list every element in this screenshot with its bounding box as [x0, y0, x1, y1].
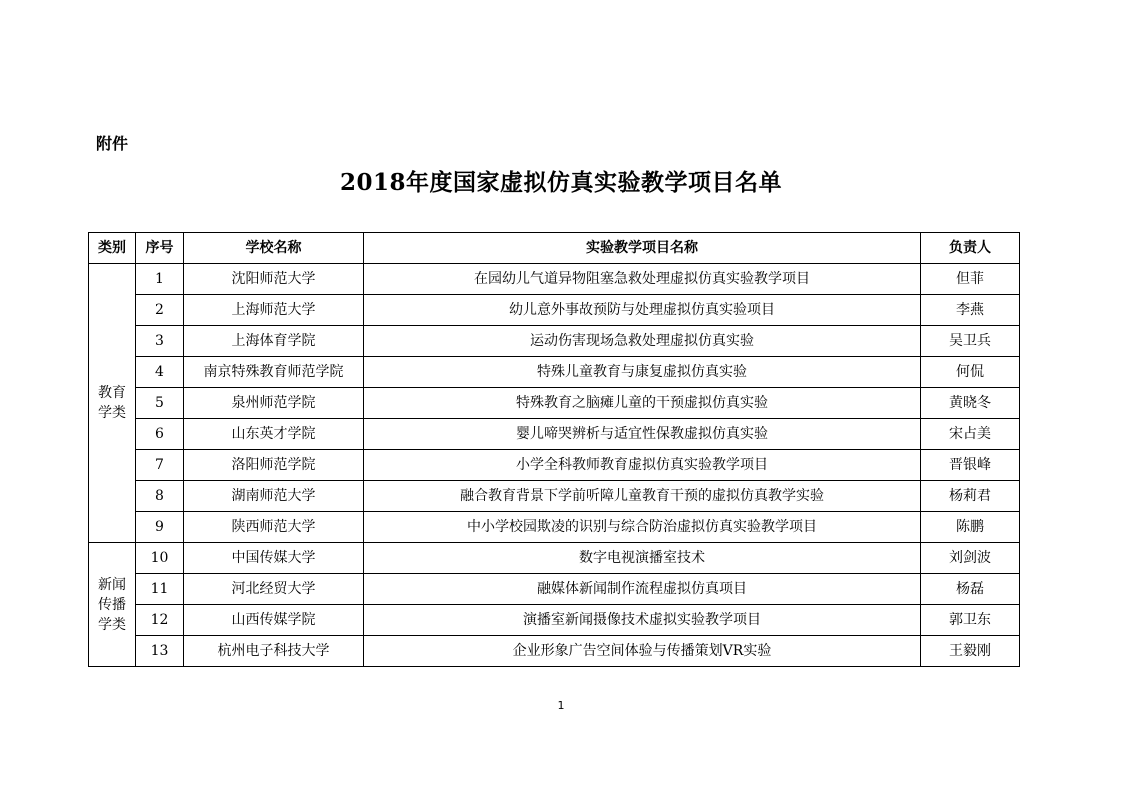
person-cell: 晋银峰 — [921, 450, 1020, 481]
number-cell: 3 — [136, 326, 184, 357]
project-cell: 中小学校园欺凌的识别与综合防治虚拟仿真实验教学项目 — [364, 512, 921, 543]
category-line: 学类 — [98, 405, 126, 421]
school-cell: 泉州师范学院 — [184, 388, 364, 419]
table-row — [89, 388, 1020, 419]
number-cell: 5 — [136, 388, 184, 419]
number-cell: 6 — [136, 419, 184, 450]
table-row — [89, 264, 1020, 295]
header-person: 负责人 — [921, 233, 1020, 264]
table-row — [89, 512, 1020, 543]
school-cell: 洛阳师范学院 — [184, 450, 364, 481]
table-row — [89, 574, 1020, 605]
page-number: 1 — [557, 699, 565, 712]
project-cell: 数字电视演播室技术 — [364, 543, 921, 574]
person-cell: 王毅刚 — [921, 636, 1020, 667]
person-cell: 吴卫兵 — [921, 326, 1020, 357]
school-cell: 山东英才学院 — [184, 419, 364, 450]
category-line: 学类 — [98, 616, 126, 633]
number-cell: 11 — [136, 574, 184, 605]
person-cell: 郭卫东 — [921, 605, 1020, 636]
school-cell: 陕西师范大学 — [184, 512, 364, 543]
header-category: 类别 — [89, 233, 136, 264]
project-cell: 在园幼儿气道异物阻塞急救处理虚拟仿真实验教学项目 — [364, 264, 921, 295]
category-cell — [89, 264, 136, 543]
number-cell: 4 — [136, 357, 184, 388]
header-number: 序号 — [136, 233, 184, 264]
table-row — [89, 605, 1020, 636]
person-cell: 刘剑波 — [921, 543, 1020, 574]
table-row — [89, 481, 1020, 512]
table-row — [89, 295, 1020, 326]
person-cell: 黄晓冬 — [921, 388, 1020, 419]
project-cell: 特殊教育之脑瘫儿童的干预虚拟仿真实验 — [364, 388, 921, 419]
number-cell: 8 — [136, 481, 184, 512]
project-cell: 幼儿意外事故预防与处理虚拟仿真实验项目 — [364, 295, 921, 326]
number-cell: 9 — [136, 512, 184, 543]
person-cell: 陈鹏 — [921, 512, 1020, 543]
number-cell: 1 — [136, 264, 184, 295]
number-cell: 10 — [136, 543, 184, 574]
attachment-label: 附件 — [96, 134, 129, 153]
table-row — [89, 326, 1020, 357]
school-cell: 杭州电子科技大学 — [184, 636, 364, 667]
header-school: 学校名称 — [184, 233, 364, 264]
table-row — [89, 419, 1020, 450]
category-cell — [89, 543, 136, 667]
project-cell: 融合教育背景下学前听障儿童教育干预的虚拟仿真教学实验 — [364, 481, 921, 512]
person-cell: 宋占美 — [921, 419, 1020, 450]
project-cell: 婴儿啼哭辨析与适宜性保教虚拟仿真实验 — [364, 419, 921, 450]
school-cell: 湖南师范大学 — [184, 481, 364, 512]
project-cell: 运动伤害现场急救处理虚拟仿真实验 — [364, 326, 921, 357]
number-cell: 12 — [136, 605, 184, 636]
category-line: 传播 — [98, 596, 126, 613]
project-cell: 企业形象广告空间体验与传播策划VR实验 — [364, 636, 921, 667]
table-header-row — [89, 233, 1020, 264]
project-cell: 演播室新闻摄像技术虚拟实验教学项目 — [364, 605, 921, 636]
school-cell: 沈阳师范大学 — [184, 264, 364, 295]
number-cell: 7 — [136, 450, 184, 481]
project-cell: 融媒体新闻制作流程虚拟仿真项目 — [364, 574, 921, 605]
number-cell: 2 — [136, 295, 184, 326]
project-cell: 特殊儿童教育与康复虚拟仿真实验 — [364, 357, 921, 388]
school-cell: 中国传媒大学 — [184, 543, 364, 574]
person-cell: 但菲 — [921, 264, 1020, 295]
table-row — [89, 543, 1020, 574]
number-cell: 13 — [136, 636, 184, 667]
project-table — [88, 232, 1020, 667]
person-cell: 杨莉君 — [921, 481, 1020, 512]
school-cell: 上海师范大学 — [184, 295, 364, 326]
category-line: 教育 — [98, 385, 126, 401]
school-cell: 上海体育学院 — [184, 326, 364, 357]
document-title: 2018年度国家虚拟仿真实验教学项目名单 — [339, 169, 782, 196]
school-cell: 河北经贸大学 — [184, 574, 364, 605]
project-cell: 小学全科教师教育虚拟仿真实验教学项目 — [364, 450, 921, 481]
person-cell: 杨磊 — [921, 574, 1020, 605]
table-row — [89, 357, 1020, 388]
category-line: 新闻 — [98, 576, 126, 593]
person-cell: 李燕 — [921, 295, 1020, 326]
school-cell: 南京特殊教育师范学院 — [184, 357, 364, 388]
table-body — [89, 264, 1020, 667]
school-cell: 山西传媒学院 — [184, 605, 364, 636]
person-cell: 何侃 — [921, 357, 1020, 388]
header-project: 实验教学项目名称 — [364, 233, 921, 264]
table-row — [89, 636, 1020, 667]
table-row — [89, 450, 1020, 481]
